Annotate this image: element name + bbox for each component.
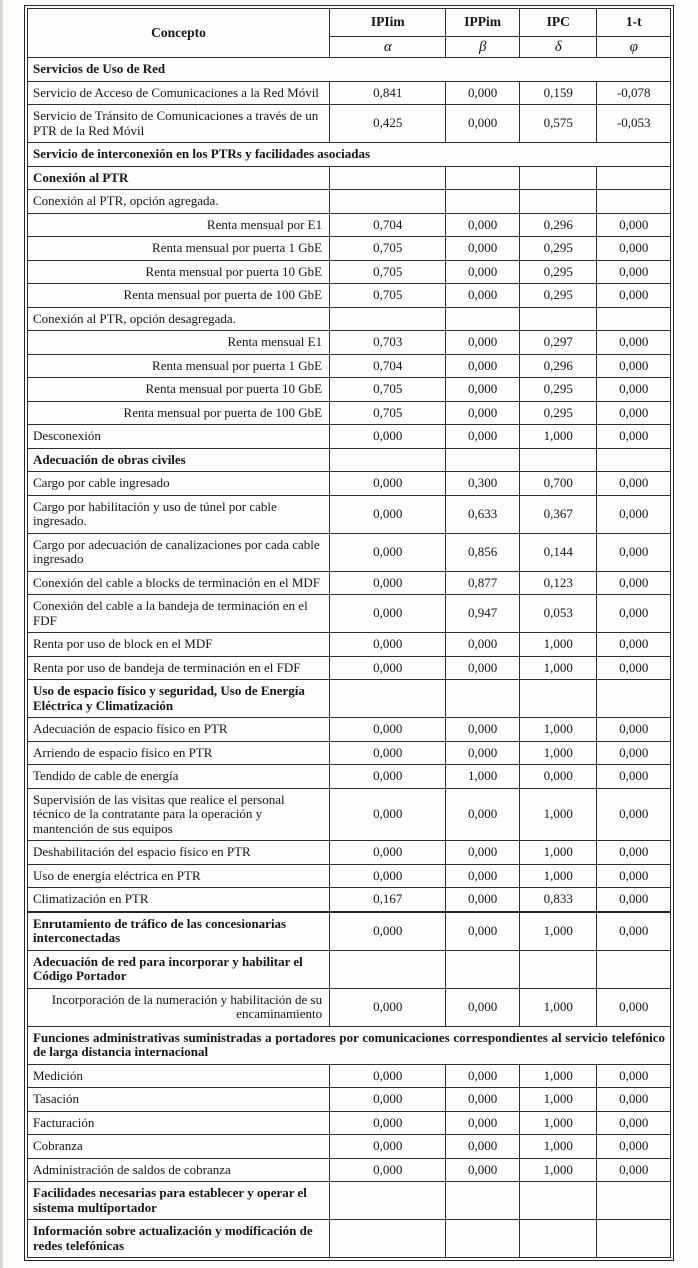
table-row <box>28 888 671 912</box>
value-cell: 0,000 <box>597 331 671 355</box>
symbol-phi: φ <box>597 36 671 58</box>
value-cell: 0,000 <box>446 378 519 402</box>
concept-cell: Adecuación de red para incorporar y habilitar el Código Portador <box>28 950 330 988</box>
value-cell: 0,000 <box>597 912 671 951</box>
value-cell: 0,000 <box>446 401 519 425</box>
value-cell: 0,000 <box>446 656 519 680</box>
value-cell: 0,295 <box>519 378 597 402</box>
value-cell: 0,000 <box>597 1088 671 1112</box>
value-cell <box>330 1220 446 1258</box>
table-row <box>28 166 671 190</box>
value-cell <box>446 307 519 331</box>
section-title-cell: Servicio de interconexión en los PTRs y facilidades asociadas <box>28 143 671 167</box>
value-cell: 0,000 <box>597 425 671 449</box>
value-cell: 0,000 <box>597 1135 671 1159</box>
value-cell: 0,000 <box>330 765 446 789</box>
value-cell <box>519 950 597 988</box>
value-cell: 0,000 <box>330 912 446 951</box>
table-row <box>28 1135 671 1159</box>
table-row <box>28 912 671 951</box>
value-cell: 0,856 <box>446 533 519 571</box>
value-cell <box>446 166 519 190</box>
value-cell: 0,000 <box>597 401 671 425</box>
value-cell: 0,000 <box>597 741 671 765</box>
value-cell: 0,000 <box>597 533 671 571</box>
value-cell <box>330 1182 446 1220</box>
value-cell: 0,705 <box>330 401 446 425</box>
value-cell: 0,700 <box>519 472 597 496</box>
concept-cell: Renta por uso de bandeja de terminación en el FDF <box>28 656 330 680</box>
value-cell: 0,000 <box>446 331 519 355</box>
value-cell: 0,000 <box>330 633 446 657</box>
value-cell: 0,000 <box>446 354 519 378</box>
value-cell: 1,000 <box>519 841 597 865</box>
concept-cell: Conexión al PTR, opción agregada. <box>28 190 330 214</box>
value-cell: 0,000 <box>446 841 519 865</box>
concept-cell: Renta mensual E1 <box>28 331 330 355</box>
value-cell: 0,000 <box>446 1111 519 1135</box>
value-cell: 0,000 <box>597 571 671 595</box>
value-cell: 0,000 <box>446 988 519 1026</box>
value-cell: 0,000 <box>597 472 671 496</box>
scan-edge-artifact <box>0 0 3 1268</box>
value-cell: 0,295 <box>519 260 597 284</box>
value-cell: 0,000 <box>446 81 519 105</box>
concept-cell: Desconexión <box>28 425 330 449</box>
value-cell: 0,000 <box>597 260 671 284</box>
value-cell: 0,000 <box>597 888 671 912</box>
concept-cell: Tasación <box>28 1088 330 1112</box>
value-cell: 1,000 <box>519 656 597 680</box>
value-cell: 1,000 <box>519 1135 597 1159</box>
value-cell: 1,000 <box>519 988 597 1026</box>
value-cell: 0,705 <box>330 260 446 284</box>
concept-cell: Administración de saldos de cobranza <box>28 1158 330 1182</box>
value-cell: 1,000 <box>519 425 597 449</box>
value-cell <box>446 680 519 718</box>
value-cell: 0,000 <box>446 1064 519 1088</box>
concept-cell: Facturación <box>28 1111 330 1135</box>
value-cell: 0,000 <box>597 495 671 533</box>
value-cell: 0,703 <box>330 331 446 355</box>
table-row <box>28 595 671 633</box>
table-row <box>28 1111 671 1135</box>
table-row <box>28 378 671 402</box>
value-cell: 0,000 <box>597 633 671 657</box>
value-cell: 0,000 <box>446 788 519 841</box>
value-cell: 0,144 <box>519 533 597 571</box>
table-row <box>28 1158 671 1182</box>
table-row <box>28 656 671 680</box>
table-row <box>28 571 671 595</box>
header-row-names <box>28 9 671 37</box>
table-row <box>28 864 671 888</box>
concept-cell: Renta mensual por puerta 1 GbE <box>28 237 330 261</box>
table-row <box>28 354 671 378</box>
value-cell: 1,000 <box>519 741 597 765</box>
value-cell: 1,000 <box>519 912 597 951</box>
value-cell: 0,000 <box>597 788 671 841</box>
concept-cell: Uso de energía eléctrica en PTR <box>28 864 330 888</box>
table-row <box>28 680 671 718</box>
value-cell <box>446 1220 519 1258</box>
section-title-cell: Funciones administrativas suministradas a portadores por comunicaciones correspondientes al servicio telefónico de larga distancia internacional <box>28 1026 671 1064</box>
value-cell: 1,000 <box>519 1064 597 1088</box>
concept-cell: Deshabilitación del espacio físico en PTR <box>28 841 330 865</box>
concept-cell: Uso de espacio físico y seguridad, Uso de Energía Eléctrica y Climatización <box>28 680 330 718</box>
value-cell: 0,704 <box>330 354 446 378</box>
value-cell: 0,295 <box>519 237 597 261</box>
concept-cell: Climatización en PTR <box>28 888 330 912</box>
value-cell: 0,367 <box>519 495 597 533</box>
concept-cell: Adecuación de espacio físico en PTR <box>28 718 330 742</box>
section-title-cell: Servicios de Uso de Red <box>28 58 671 82</box>
tariff-index-table <box>27 8 671 1258</box>
value-cell: 0,000 <box>597 1064 671 1088</box>
value-cell: 0,000 <box>597 237 671 261</box>
table-row <box>28 105 671 143</box>
concept-cell: Tendido de cable de energía <box>28 765 330 789</box>
value-cell <box>330 307 446 331</box>
value-cell: 0,000 <box>330 988 446 1026</box>
value-cell: 1,000 <box>519 1111 597 1135</box>
table-body <box>28 58 671 1258</box>
value-cell: 0,000 <box>330 472 446 496</box>
value-cell: 0,000 <box>330 864 446 888</box>
concept-cell: Conexión del cable a la bandeja de terminación en el FDF <box>28 595 330 633</box>
concept-cell: Renta mensual por puerta 10 GbE <box>28 260 330 284</box>
value-cell: 0,000 <box>330 495 446 533</box>
value-cell <box>330 190 446 214</box>
value-cell: 0,000 <box>597 354 671 378</box>
value-cell: 0,000 <box>597 378 671 402</box>
value-cell <box>519 1182 597 1220</box>
table-row <box>28 237 671 261</box>
value-cell: 0,000 <box>519 765 597 789</box>
value-cell: 0,000 <box>446 1088 519 1112</box>
table-row <box>28 633 671 657</box>
value-cell: 0,000 <box>597 864 671 888</box>
column-header-1t: 1-t <box>597 9 671 37</box>
value-cell: 0,425 <box>330 105 446 143</box>
value-cell: 0,000 <box>446 1158 519 1182</box>
value-cell: 0,000 <box>330 571 446 595</box>
value-cell <box>597 307 671 331</box>
symbol-beta: β <box>446 36 519 58</box>
value-cell: 0,000 <box>446 718 519 742</box>
table-row <box>28 284 671 308</box>
value-cell: 0,000 <box>330 1111 446 1135</box>
table-row <box>28 260 671 284</box>
table-row <box>28 425 671 449</box>
value-cell: 0,000 <box>446 864 519 888</box>
table-row <box>28 718 671 742</box>
value-cell: 0,000 <box>597 1158 671 1182</box>
table-row <box>28 448 671 472</box>
value-cell: 0,000 <box>597 213 671 237</box>
value-cell: 0,167 <box>330 888 446 912</box>
value-cell: 1,000 <box>519 633 597 657</box>
table-row <box>28 788 671 841</box>
value-cell: -0,053 <box>597 105 671 143</box>
symbol-alpha: α <box>330 36 446 58</box>
value-cell: 0,000 <box>597 841 671 865</box>
value-cell <box>597 166 671 190</box>
value-cell <box>446 448 519 472</box>
value-cell <box>519 166 597 190</box>
value-cell: 0,000 <box>330 533 446 571</box>
value-cell: 0,000 <box>330 425 446 449</box>
table-row <box>28 495 671 533</box>
section-row <box>28 1026 671 1064</box>
value-cell: 0,000 <box>446 741 519 765</box>
table-row <box>28 331 671 355</box>
value-cell: 0,000 <box>597 595 671 633</box>
table-row <box>28 213 671 237</box>
value-cell: 1,000 <box>519 1088 597 1112</box>
value-cell: 0,947 <box>446 595 519 633</box>
value-cell: 0,833 <box>519 888 597 912</box>
table-row <box>28 1088 671 1112</box>
value-cell <box>519 1220 597 1258</box>
tariff-index-table-frame <box>24 5 674 1261</box>
concept-cell: Conexión del cable a blocks de terminación en el MDF <box>28 571 330 595</box>
value-cell: 0,000 <box>446 912 519 951</box>
value-cell: 0,000 <box>330 841 446 865</box>
table-row <box>28 1064 671 1088</box>
value-cell: 0,000 <box>597 765 671 789</box>
value-cell: 0,000 <box>446 633 519 657</box>
value-cell <box>446 190 519 214</box>
value-cell: 0,000 <box>330 1088 446 1112</box>
value-cell: 0,000 <box>446 888 519 912</box>
concept-cell: Renta mensual por puerta de 100 GbE <box>28 401 330 425</box>
value-cell: 0,000 <box>597 1111 671 1135</box>
value-cell <box>519 448 597 472</box>
value-cell: 0,295 <box>519 284 597 308</box>
table-row <box>28 401 671 425</box>
table-row <box>28 533 671 571</box>
table-row <box>28 307 671 331</box>
value-cell: -0,078 <box>597 81 671 105</box>
concept-cell: Renta por uso de block en el MDF <box>28 633 330 657</box>
value-cell: 0,000 <box>330 788 446 841</box>
concept-cell: Renta mensual por puerta de 100 GbE <box>28 284 330 308</box>
table-row <box>28 841 671 865</box>
value-cell: 0,000 <box>330 595 446 633</box>
value-cell <box>597 448 671 472</box>
concept-cell: Incorporación de la numeración y habilitación de su encaminamiento <box>28 988 330 1026</box>
section-row <box>28 58 671 82</box>
value-cell: 0,296 <box>519 354 597 378</box>
concept-cell: Medición <box>28 1064 330 1088</box>
value-cell: 0,877 <box>446 571 519 595</box>
value-cell: 0,633 <box>446 495 519 533</box>
value-cell: 0,159 <box>519 81 597 105</box>
value-cell: 0,000 <box>330 656 446 680</box>
value-cell <box>330 448 446 472</box>
value-cell: 0,300 <box>446 472 519 496</box>
column-header-ippim: IPPim <box>446 9 519 37</box>
value-cell: 0,000 <box>330 1064 446 1088</box>
value-cell <box>519 190 597 214</box>
symbol-delta: δ <box>519 36 597 58</box>
value-cell: 0,000 <box>330 741 446 765</box>
concept-cell: Cargo por adecuación de canalizaciones por cada cable ingresado <box>28 533 330 571</box>
concept-cell: Supervisión de las visitas que realice el personal técnico de la contratante para la operación y mantención de sus equipos <box>28 788 330 841</box>
value-cell: 0,123 <box>519 571 597 595</box>
value-cell: 0,000 <box>446 284 519 308</box>
concept-cell: Cargo por cable ingresado <box>28 472 330 496</box>
table-row <box>28 741 671 765</box>
value-cell: 0,000 <box>330 718 446 742</box>
value-cell: 0,000 <box>597 718 671 742</box>
value-cell: 0,000 <box>446 260 519 284</box>
concept-cell: Conexión al PTR <box>28 166 330 190</box>
value-cell: 0,704 <box>330 213 446 237</box>
concept-cell: Servicio de Acceso de Comunicaciones a la Red Móvil <box>28 81 330 105</box>
concept-cell: Cobranza <box>28 1135 330 1159</box>
value-cell <box>597 190 671 214</box>
concept-cell: Adecuación de obras civiles <box>28 448 330 472</box>
value-cell <box>597 950 671 988</box>
value-cell <box>519 307 597 331</box>
concept-cell: Información sobre actualización y modificación de redes telefónicas <box>28 1220 330 1258</box>
value-cell: 0,000 <box>446 237 519 261</box>
value-cell: 0,000 <box>330 1158 446 1182</box>
value-cell: 1,000 <box>519 718 597 742</box>
value-cell: 0,000 <box>597 988 671 1026</box>
section-row <box>28 143 671 167</box>
value-cell: 1,000 <box>519 1158 597 1182</box>
concept-cell: Renta mensual por E1 <box>28 213 330 237</box>
value-cell <box>597 1182 671 1220</box>
value-cell: 0,000 <box>597 656 671 680</box>
concept-cell: Facilidades necesarias para establecer y operar el sistema multiportador <box>28 1182 330 1220</box>
value-cell: 0,705 <box>330 284 446 308</box>
value-cell: 0,000 <box>446 1135 519 1159</box>
value-cell <box>446 1182 519 1220</box>
concept-cell: Conexión al PTR, opción desagregada. <box>28 307 330 331</box>
table-row <box>28 765 671 789</box>
value-cell: 0,000 <box>446 213 519 237</box>
column-header-ipc: IPC <box>519 9 597 37</box>
value-cell: 0,297 <box>519 331 597 355</box>
concept-cell: Renta mensual por puerta 10 GbE <box>28 378 330 402</box>
value-cell <box>597 1220 671 1258</box>
table-row <box>28 472 671 496</box>
table-header <box>28 9 671 58</box>
concept-cell: Cargo por habilitación y uso de túnel por cable ingresado. <box>28 495 330 533</box>
table-row <box>28 950 671 988</box>
concept-cell: Renta mensual por puerta 1 GbE <box>28 354 330 378</box>
value-cell: 0,705 <box>330 378 446 402</box>
value-cell <box>330 166 446 190</box>
value-cell <box>597 680 671 718</box>
column-header-concepto: Concepto <box>28 9 330 58</box>
value-cell: 0,296 <box>519 213 597 237</box>
value-cell: 0,000 <box>330 1135 446 1159</box>
table-row <box>28 1182 671 1220</box>
value-cell: 1,000 <box>519 788 597 841</box>
concept-cell: Arriendo de espacio físico en PTR <box>28 741 330 765</box>
value-cell: 1,000 <box>446 765 519 789</box>
table-row <box>28 190 671 214</box>
value-cell: 0,575 <box>519 105 597 143</box>
value-cell: 0,705 <box>330 237 446 261</box>
column-header-ipiim: IPIim <box>330 9 446 37</box>
table-row <box>28 1220 671 1258</box>
value-cell: 0,053 <box>519 595 597 633</box>
value-cell: 0,000 <box>446 105 519 143</box>
table-row <box>28 988 671 1026</box>
value-cell <box>330 680 446 718</box>
value-cell <box>519 680 597 718</box>
value-cell <box>330 950 446 988</box>
concept-cell: Enrutamiento de tráfico de las concesionarias interconectadas <box>28 912 330 951</box>
value-cell <box>446 950 519 988</box>
value-cell: 0,000 <box>446 425 519 449</box>
value-cell: 0,841 <box>330 81 446 105</box>
value-cell: 0,295 <box>519 401 597 425</box>
table-row <box>28 81 671 105</box>
concept-cell: Servicio de Tránsito de Comunicaciones a través de un PTR de la Red Móvil <box>28 105 330 143</box>
value-cell: 0,000 <box>597 284 671 308</box>
value-cell: 1,000 <box>519 864 597 888</box>
